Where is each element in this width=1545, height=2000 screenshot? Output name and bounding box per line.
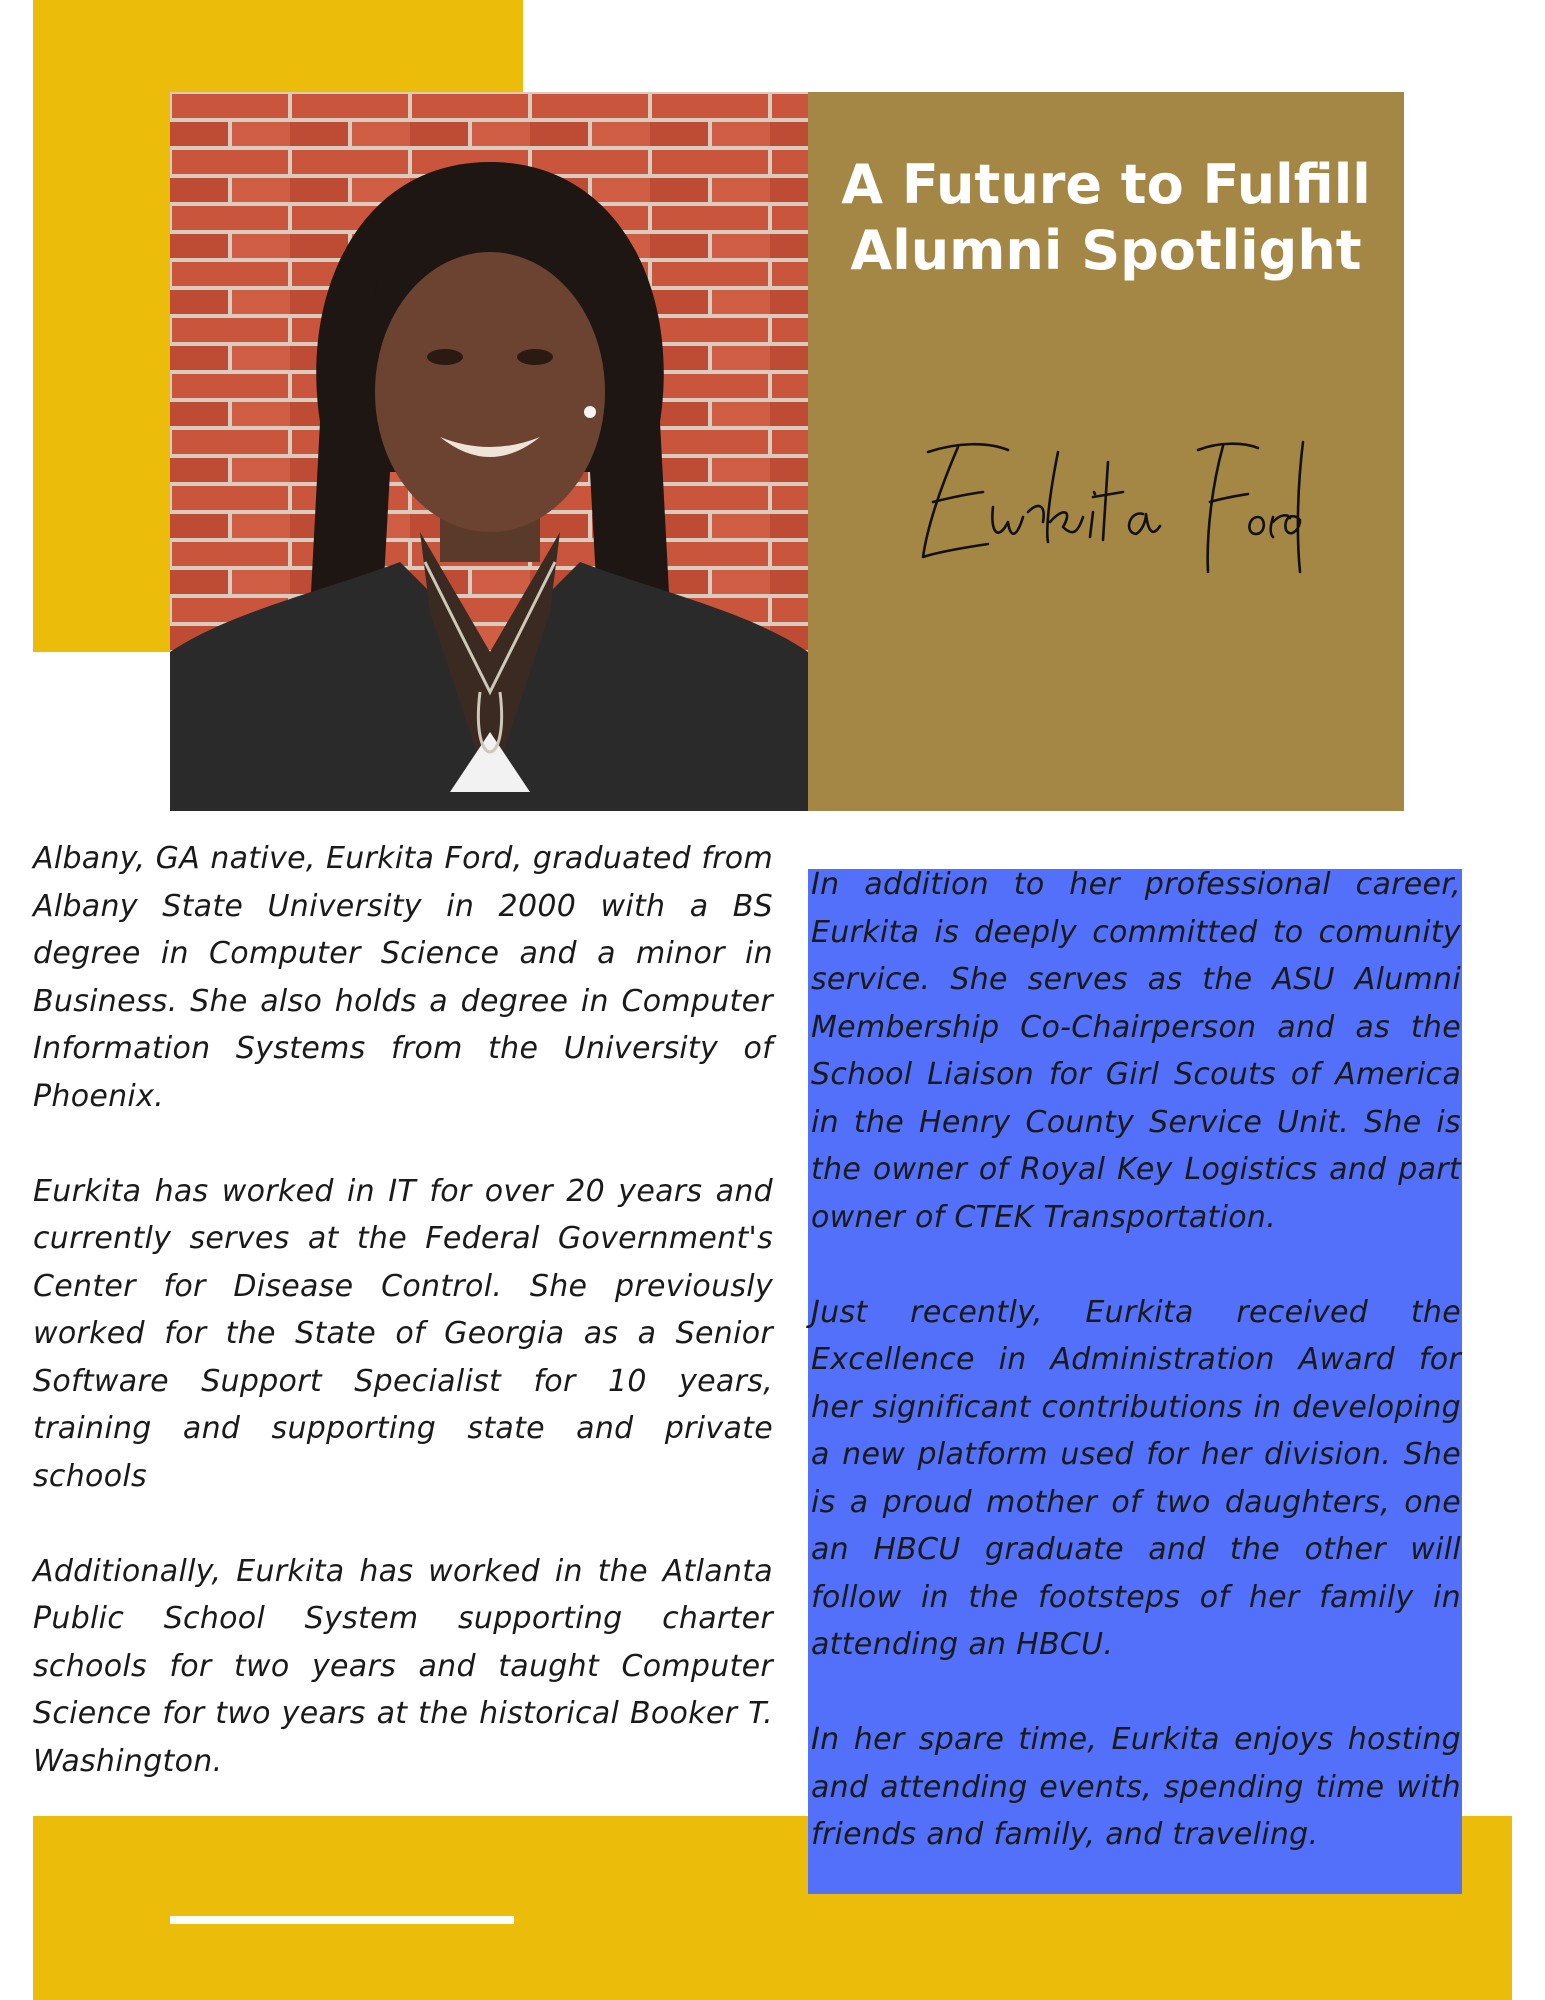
bio-paragraph-education: Albany, GA native, Eurkita Ford, graduated from Albany State University in 2000 with a BS degree in Computer Science and a minor in Business. She also holds a degree in Computer Information Systems from the University of Phoenix. [33, 841, 773, 1114]
bio-paragraph-teaching: Additionally, Eurkita has worked in the Atlanta Public School System supporting charter schools for two years and taught Computer Science for two years at the historical Booker T. Washington. [33, 1553, 773, 1779]
bio-paragraph-award: Just recently, Eurkita received the Excellence in Administration Award for her significant contributions in developing a new platform used for her division. She is a proud mother of two daughters, one an HBCU graduate and the other will follow in the footsteps of her family in attending an HBCU. [811, 1294, 1461, 1662]
decorative-white-rule [170, 1916, 514, 1924]
headline [808, 152, 1404, 284]
bio-paragraph-career: Eurkita has worked in IT for over 20 years and currently serves at the Federal Government's Center for Disease Control. She previously worked for the State of Georgia as a Senior Software Support Specialist for 10 years, training and supporting state and private schools [33, 1173, 773, 1494]
signature-graphic [898, 422, 1318, 582]
bio-left-column [33, 835, 773, 1785]
headline-line-2: Alumni Spotlight [850, 219, 1362, 282]
bio-paragraph-hobbies: In her spare time, Eurkita enjoys hosting and attending events, spending time with friends and family, and traveling. [811, 1722, 1461, 1852]
portrait-photo [170, 92, 808, 811]
title-panel [808, 92, 1404, 811]
bio-paragraph-community: In addition to her professional career, Eurkita is deeply committed to comunity service. She serves as the ASU Alumni Membership Co-Chairperson and as the School Liaison for Girl Scouts of America in the Henry County Service Unit. She is the owner of Royal Key Logistics and part owner of CTEK Transportation. [811, 867, 1461, 1235]
bio-right-column [811, 861, 1461, 1859]
headline-line-1: A Future to Fulfill [841, 153, 1371, 216]
